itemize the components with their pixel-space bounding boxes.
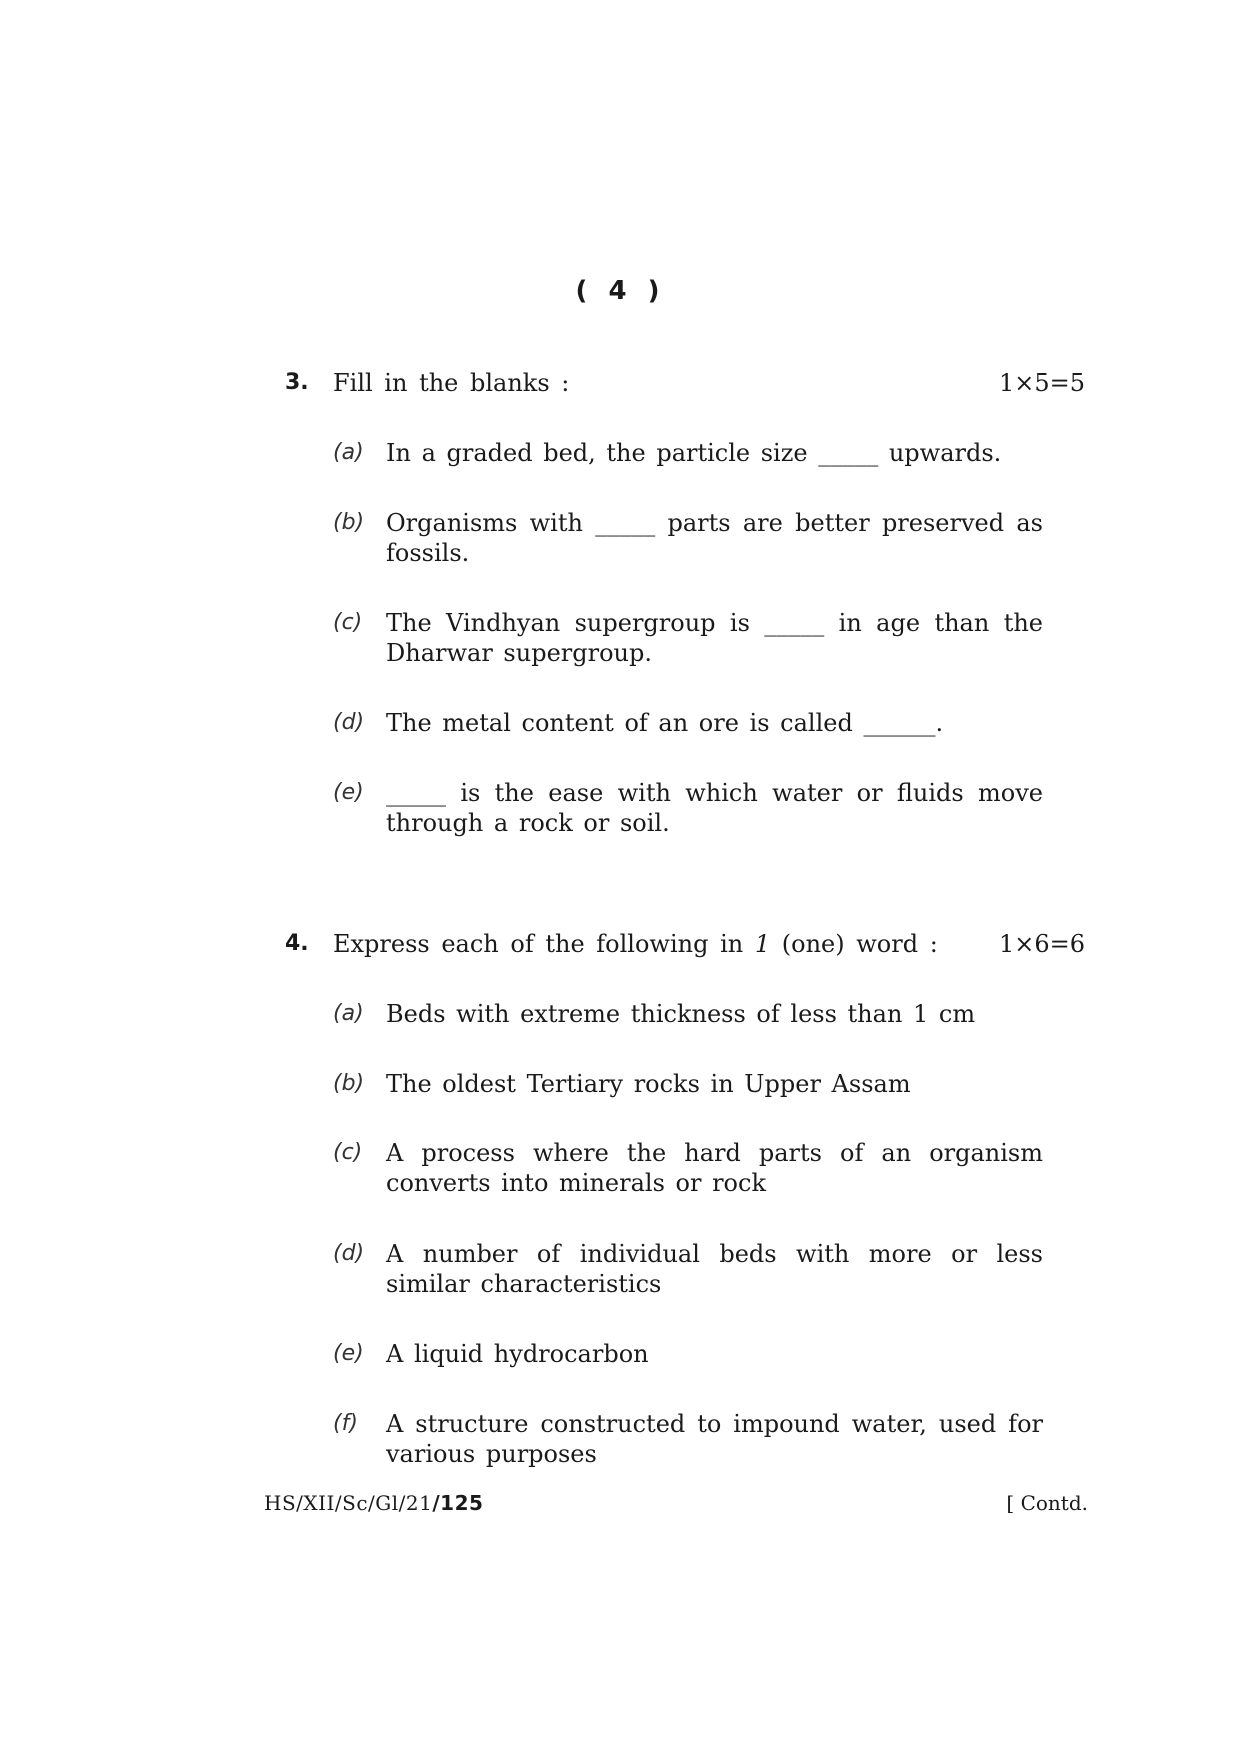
text-line: The oldest Tertiary rocks in Upper Assam xyxy=(386,1070,911,1098)
question-text-part: (one) word : xyxy=(770,930,938,958)
paper-code-number: /125 xyxy=(432,1491,484,1515)
sub-question-text xyxy=(386,708,1043,738)
question-text-part: Express each of the following in xyxy=(333,930,755,958)
page-number: ( 4 ) xyxy=(575,276,666,306)
text-line: A number of individual beds with more or less xyxy=(386,1240,1043,1268)
sub-question-text xyxy=(386,1069,1043,1099)
sub-question-text xyxy=(386,1409,1043,1469)
text-line: A process where the hard parts of an organism xyxy=(386,1139,1043,1167)
sub-question-label: (c) xyxy=(333,610,363,635)
text-line: converts into minerals or rock xyxy=(386,1169,766,1197)
sub-question-text xyxy=(386,1138,1043,1198)
text-line: A structure constructed to impound water, used for xyxy=(386,1410,1043,1438)
question-text-emphasis: 1 xyxy=(754,930,771,958)
sub-question-label: (a) xyxy=(333,1001,364,1026)
question-header xyxy=(285,929,1085,961)
text-line: similar characteristics xyxy=(386,1270,662,1298)
sub-question-label: (c) xyxy=(333,1140,363,1165)
sub-question-label: (b) xyxy=(333,510,365,535)
question-header xyxy=(285,368,1085,400)
sub-question-text xyxy=(386,778,1043,838)
text-line: The Vindhyan supergroup is _____ in age than the xyxy=(386,609,1043,637)
sub-question-label: (a) xyxy=(333,440,364,465)
sub-question-label: (b) xyxy=(333,1071,365,1096)
sub-question-text xyxy=(386,1339,1043,1369)
question-text xyxy=(333,929,938,959)
question-text: Fill in the blanks : xyxy=(333,369,570,397)
text-line: Organisms with _____ parts are better preserved as xyxy=(386,509,1043,537)
question-number: 3. xyxy=(285,370,309,395)
text-line: _____ is the ease with which water or fluids move xyxy=(386,779,1043,807)
paper-code xyxy=(264,1491,483,1515)
question-marks: 1×5=5 xyxy=(998,369,1085,397)
sub-question-text xyxy=(386,999,1043,1029)
text-line: Dharwar supergroup. xyxy=(386,639,652,667)
sub-question-label: (d) xyxy=(333,1241,365,1266)
text-line: fossils. xyxy=(386,539,470,567)
sub-question-text xyxy=(386,438,1043,468)
question-4 xyxy=(285,929,1085,1468)
sub-question-label: (f) xyxy=(333,1411,358,1436)
text-line: In a graded bed, the particle size _____ upwards. xyxy=(386,439,1002,467)
sub-question-text xyxy=(386,1239,1043,1299)
text-line: A liquid hydrocarbon xyxy=(386,1340,649,1368)
text-line: Beds with extreme thickness of less than 1 cm xyxy=(386,1000,976,1028)
continued-note: [ Contd. xyxy=(1006,1491,1088,1515)
question-number: 4. xyxy=(285,931,309,956)
text-line: The metal content of an ore is called ______. xyxy=(386,709,944,737)
sub-question-label: (e) xyxy=(333,1341,364,1366)
sub-question-label: (d) xyxy=(333,710,365,735)
text-line: various purposes xyxy=(386,1440,597,1468)
question-3 xyxy=(285,368,1085,837)
question-marks: 1×6=6 xyxy=(998,930,1085,958)
text-line: through a rock or soil. xyxy=(386,809,670,837)
paper-code-prefix: HS/XII/Sc/Gl/21 xyxy=(264,1491,433,1515)
sub-question-label: (e) xyxy=(333,780,364,805)
sub-question-text xyxy=(386,508,1043,568)
sub-question-text xyxy=(386,608,1043,668)
